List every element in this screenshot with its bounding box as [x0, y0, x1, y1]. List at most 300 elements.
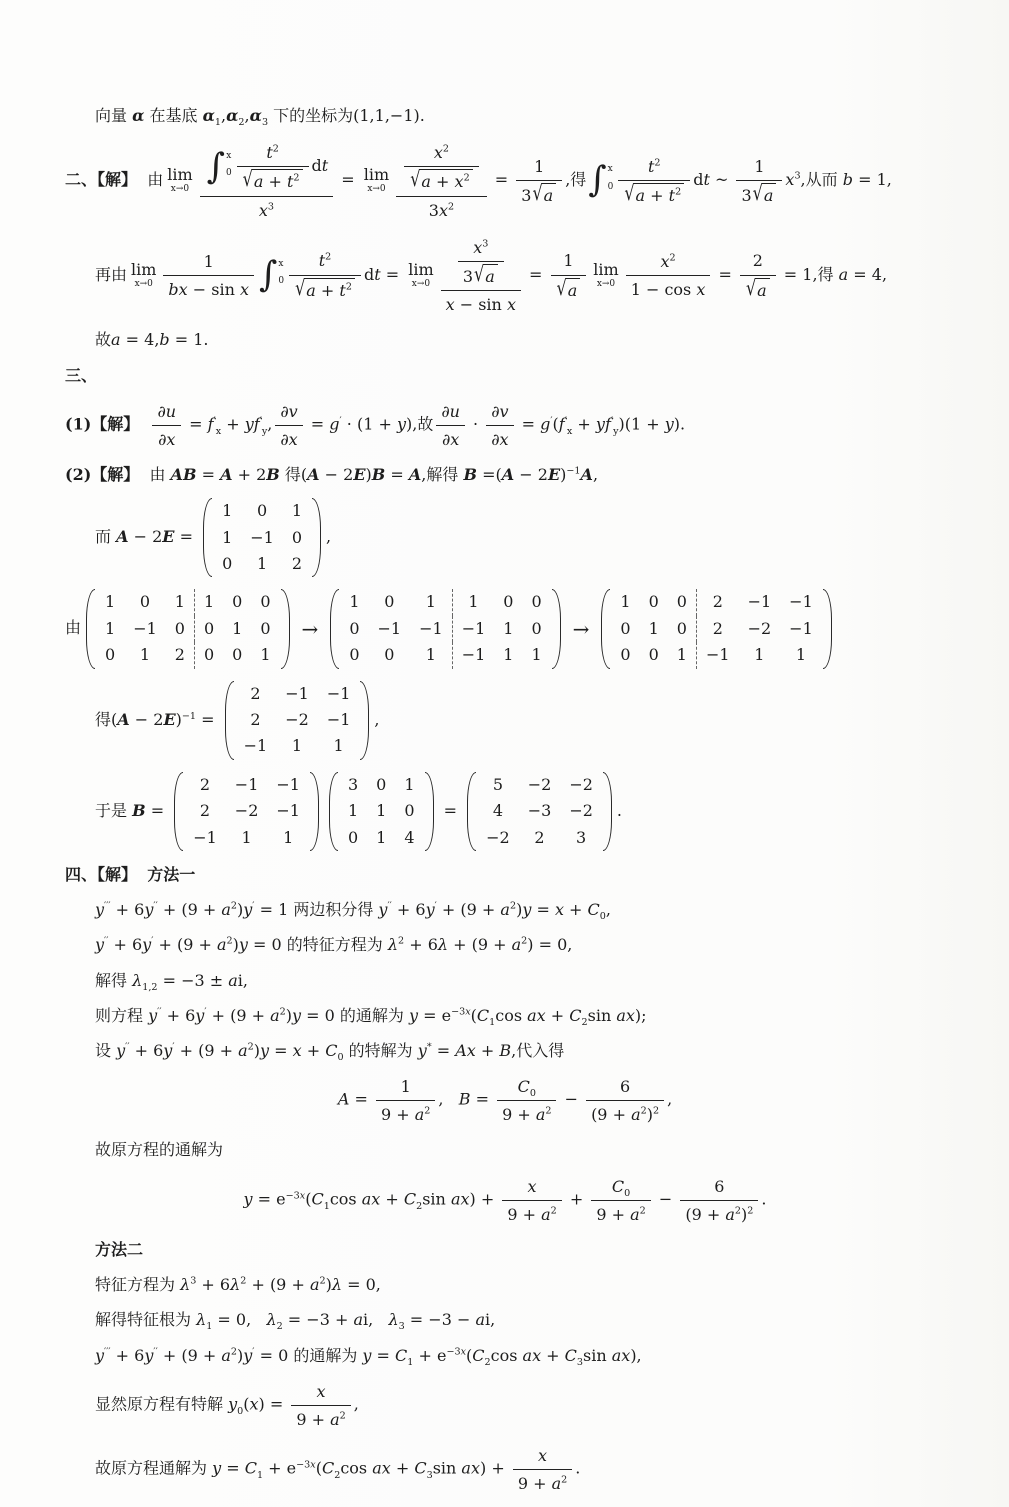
text-run: +	[430, 172, 455, 192]
text-run: = 0,	[212, 1310, 267, 1330]
text-run: ,	[353, 1394, 359, 1414]
matrix-cell: 1	[347, 801, 359, 821]
math-variable: a	[500, 900, 510, 920]
math-variable: t	[266, 143, 273, 163]
text-run: 由	[65, 618, 82, 638]
text-run: ).	[673, 414, 686, 434]
numerator	[680, 1174, 758, 1201]
math-variable: a	[763, 185, 774, 205]
math-variable: x	[454, 172, 464, 192]
text-run: +	[563, 900, 588, 920]
text-run: ,	[605, 900, 611, 920]
superscript: 2	[640, 1105, 647, 1117]
matrix-cell: −1	[696, 642, 739, 668]
text-run: sin	[583, 1345, 612, 1365]
text-run: )	[516, 900, 523, 920]
inverse-matrix-result	[95, 681, 985, 760]
matrix	[225, 681, 370, 760]
text-run: (	[315, 1458, 322, 1478]
arrow-icon: →	[301, 616, 319, 641]
numerator	[502, 1174, 561, 1201]
square-root	[295, 274, 355, 302]
text-run: =	[385, 465, 409, 485]
subscript: 0	[624, 1187, 631, 1199]
math-variable: b	[159, 330, 170, 350]
upper-limit: x	[607, 164, 613, 175]
text-run: −3	[285, 1189, 300, 1201]
text-run: +	[315, 280, 340, 300]
square-root	[752, 180, 777, 207]
right-paren-icon	[310, 772, 319, 851]
text-run: −	[653, 1189, 678, 1209]
text-run: =	[269, 1040, 293, 1060]
subscript: 3	[398, 1321, 405, 1333]
text-run: + 6	[110, 1345, 145, 1365]
matrix-cell: −1	[276, 801, 300, 821]
radicand	[755, 278, 770, 302]
text-run: cos	[490, 1345, 523, 1365]
text-run: 1	[534, 156, 545, 176]
superscript: 2	[247, 1041, 254, 1053]
fraction	[396, 139, 486, 222]
denominator	[289, 276, 361, 302]
matrix-grid	[96, 589, 280, 668]
math-variable: ∂x	[158, 429, 176, 449]
radicand	[762, 183, 777, 207]
method1-homogeneous-general-solution	[95, 1004, 985, 1027]
matrix-cell: 1	[291, 736, 303, 756]
subscript: 2	[238, 117, 245, 129]
fraction	[680, 1174, 758, 1226]
math-variable: x	[554, 900, 564, 920]
matrix-cell: −1	[452, 642, 495, 668]
matrix-cell: 2	[250, 683, 261, 703]
text-run: ,解得	[421, 465, 464, 485]
math-variable: b	[842, 169, 853, 189]
matrix-cell: 1	[425, 645, 436, 665]
bold-label: 二、【解】	[65, 169, 138, 189]
matrix-cell: 1	[648, 618, 659, 638]
superscript: 2	[279, 1006, 286, 1018]
problem2-solution-line1	[65, 139, 985, 222]
math-variable: a	[253, 172, 264, 192]
superscript: 2	[654, 157, 661, 169]
denominator	[680, 1201, 758, 1226]
superscript: ′	[172, 1041, 175, 1053]
right-paren-icon	[312, 498, 321, 577]
math-variable: ∂x	[491, 429, 509, 449]
math-variable: a	[330, 1409, 340, 1429]
right-paren-icon	[360, 681, 369, 760]
subscript: 0	[599, 911, 606, 923]
matrix-cell: 1	[222, 527, 233, 547]
denominator	[275, 426, 302, 451]
matrix-cell: −1	[789, 592, 813, 612]
text-run: + 6	[196, 1275, 231, 1295]
matrix-cell: 0	[620, 618, 631, 638]
denominator	[626, 276, 711, 301]
superscript: 2	[675, 186, 682, 198]
math-variable: a	[309, 1275, 320, 1295]
matrix-cell: 1	[425, 592, 436, 612]
matrix-cell: 0	[648, 592, 659, 612]
numerator	[740, 248, 776, 275]
superscript: ′′	[157, 1006, 162, 1018]
limit-word: lim	[363, 165, 390, 184]
text-run: =	[470, 1089, 495, 1109]
text-run: ,	[267, 414, 273, 434]
left-paren-icon	[330, 589, 339, 668]
fraction	[237, 140, 309, 193]
matrix-cell: 1	[620, 592, 631, 612]
matrix-cell: 1	[333, 736, 344, 756]
text-run: ) +	[469, 1189, 500, 1209]
radical-icon: √	[532, 180, 543, 206]
math-variable: a	[228, 970, 238, 990]
lower-limit: 0	[607, 181, 614, 192]
text-run: +	[475, 1040, 500, 1060]
math-variable: y	[144, 1345, 154, 1365]
math-variable: y	[522, 900, 532, 920]
matrix-cell: 0	[349, 645, 360, 665]
math-variable: λ	[180, 1275, 191, 1295]
matrix-cell: 3	[576, 827, 587, 847]
matrix-cell: 0	[256, 501, 268, 521]
math-variable: t	[339, 280, 346, 300]
text-run: =	[438, 800, 463, 820]
text-run: = 0,	[341, 1275, 381, 1295]
math-variable: y	[243, 900, 253, 920]
math-variable: ax	[372, 1458, 391, 1478]
math-variable: x	[785, 169, 795, 189]
square-root	[624, 180, 684, 207]
math-variable: C	[244, 1458, 257, 1478]
math-vector: E	[547, 465, 561, 485]
numerator	[591, 1174, 650, 1201]
fraction	[586, 1074, 664, 1126]
text-run: )	[232, 935, 239, 955]
superscript: ′	[550, 415, 553, 427]
matrix-cell: 2	[199, 774, 211, 794]
math-variable: t	[374, 264, 381, 284]
text-run: =	[431, 1040, 456, 1060]
math-vector: E	[163, 709, 176, 729]
vector-coordinates-line	[95, 104, 985, 127]
radical-icon: √	[745, 274, 757, 300]
matrix-cell: −1	[747, 592, 772, 612]
math-vector: α	[226, 106, 239, 125]
bold-label: 三、	[65, 365, 98, 385]
superscript: 2	[463, 173, 470, 185]
radical-icon: √	[556, 274, 567, 300]
numerator	[441, 234, 521, 291]
text-run: +	[301, 1040, 326, 1060]
math-variable: x	[433, 143, 443, 163]
text-run: )	[175, 709, 182, 729]
subscript: 1	[256, 1470, 264, 1481]
math-variable: y	[243, 1345, 253, 1365]
math-vector: A	[117, 709, 130, 729]
math-variable: x	[527, 1176, 537, 1196]
text-run: 9 +	[596, 1204, 631, 1224]
method2-characteristic-eq	[95, 1273, 985, 1296]
superscript: −1	[566, 465, 581, 477]
math-variable: C	[517, 1077, 530, 1097]
math-variable: y	[259, 1040, 270, 1060]
subscript: 1,2	[142, 981, 158, 993]
denominator	[516, 181, 562, 207]
math-vector: A	[116, 527, 129, 547]
numerator	[551, 248, 587, 275]
math-variable: ax	[461, 1458, 480, 1478]
text-run: ) = 0,	[527, 935, 573, 955]
text-run: ,	[592, 465, 599, 485]
matrix	[174, 772, 319, 851]
matrix-cell: 1	[194, 589, 223, 615]
text-run: (	[470, 1005, 477, 1025]
numerator	[163, 249, 254, 276]
math-vector: A	[307, 465, 320, 485]
matrix-cell: 1	[105, 592, 116, 612]
fraction	[513, 1443, 572, 1495]
text-run: + (9 +	[153, 935, 217, 955]
bold-label: 方法二	[95, 1240, 144, 1259]
matrix-cell: 4	[492, 801, 504, 821]
math-variable: y	[163, 1040, 173, 1060]
radicand	[419, 169, 472, 193]
math-variable: y	[238, 935, 248, 955]
superscript: ′	[564, 415, 567, 427]
math-variable: y	[95, 935, 105, 955]
math-variable: a	[630, 1204, 640, 1224]
text-run: ·	[467, 414, 484, 434]
subscript: 2	[484, 1356, 491, 1368]
text-run: )	[560, 465, 567, 485]
math-variable: f	[207, 414, 214, 434]
superscript: ′	[252, 900, 255, 912]
text-run: )	[740, 1204, 748, 1224]
problem3-part2-solution-line1	[65, 463, 985, 486]
text-run: sin	[432, 1458, 462, 1478]
matrix-cell: 1	[452, 589, 495, 615]
numerator	[486, 399, 513, 426]
matrix-cell: 1	[105, 618, 116, 638]
math-variable: λ	[230, 1275, 241, 1295]
text-run: )	[285, 1005, 292, 1025]
integral	[259, 253, 285, 295]
text-run: 2	[752, 251, 763, 271]
math-variable: yf	[244, 414, 260, 434]
radical-icon: √	[410, 166, 421, 192]
math-variable: C	[569, 1005, 582, 1025]
math-variable: t	[647, 156, 655, 176]
fraction	[152, 399, 181, 451]
superscript: 2	[345, 281, 352, 293]
text-run: ,	[667, 1089, 673, 1109]
subscript: y	[261, 425, 268, 437]
matrix-cell: −2	[285, 709, 309, 729]
text-run: =	[305, 414, 330, 434]
math-variable: ax	[527, 1005, 546, 1025]
math-variable: ax	[450, 1189, 470, 1209]
math-variable: t	[286, 172, 294, 192]
superscript: 2	[669, 252, 676, 264]
text-run: ,从而	[800, 169, 843, 189]
numerator	[289, 248, 361, 275]
superscript	[296, 1459, 316, 1470]
math-variable: y	[425, 900, 435, 920]
matrix-cell: 1	[139, 645, 151, 665]
matrix-cell: 0	[376, 774, 387, 794]
text-run: + 6	[391, 900, 426, 920]
text-run: =	[196, 465, 221, 485]
gauss-elimination-row	[65, 589, 985, 668]
square-root	[556, 274, 581, 302]
superscript: *	[426, 1041, 432, 1053]
text-run: = −3 −	[404, 1310, 476, 1330]
denominator	[237, 167, 309, 193]
text-run: .	[575, 1458, 581, 1478]
text-run: 9 +	[296, 1409, 331, 1429]
text-run: )	[237, 900, 244, 920]
text-run: 9 +	[502, 1105, 536, 1125]
denominator	[591, 1201, 650, 1226]
math-vector: α	[132, 106, 145, 125]
text-run: 得(	[279, 465, 308, 485]
matrix-cell: 0	[174, 618, 185, 638]
text-run: 1	[563, 251, 574, 271]
matrix-cell: −1	[377, 618, 402, 638]
matrix-cell: 1	[222, 501, 233, 521]
text-run: =	[531, 900, 555, 920]
square-root	[532, 180, 556, 207]
left-paren-icon	[225, 681, 234, 760]
fraction	[516, 154, 562, 207]
text-run: 3	[428, 200, 439, 220]
matrix-cell: −2	[234, 801, 259, 821]
math-variable: a	[541, 1204, 551, 1224]
matrix-cell: 0	[232, 645, 243, 665]
math-variable: a	[535, 1105, 546, 1125]
matrix-cell: 0	[384, 645, 395, 665]
text-run: · (1 +	[341, 414, 397, 434]
superscript: 2	[550, 1205, 557, 1217]
math-variable: y	[664, 414, 674, 434]
problem3-heading	[65, 364, 985, 387]
math-variable: a	[838, 264, 849, 284]
subscript: 0	[529, 1088, 536, 1100]
superscript: ′′′	[104, 900, 111, 912]
math-variable: t	[321, 156, 329, 176]
superscript: ′′	[387, 900, 392, 912]
left-paren-icon	[174, 772, 183, 851]
limit	[131, 259, 157, 289]
math-variable: f	[558, 414, 565, 434]
math-variable: C	[325, 1040, 338, 1060]
text-run: )	[646, 1105, 653, 1125]
lower-limit: 0	[225, 168, 232, 179]
matrix-cell: 1	[503, 645, 514, 665]
lower-limit: 0	[278, 276, 285, 287]
text-run: 1	[203, 251, 214, 271]
matrix-grid	[184, 772, 309, 851]
math-variable: y	[95, 1345, 105, 1365]
math-variable: C	[321, 1458, 335, 1478]
math-variable: a	[551, 1474, 562, 1494]
text-run: d	[693, 169, 704, 189]
problem2-solution-line2	[95, 234, 985, 317]
math-variable: a	[306, 280, 316, 300]
text-run: i,	[363, 1310, 389, 1330]
subscript: 0	[237, 1405, 244, 1417]
matrix-cell: −2	[486, 827, 510, 847]
math-variable: a	[421, 172, 431, 192]
math-variable: y	[142, 935, 152, 955]
bold-label: (1)【解】	[65, 414, 140, 434]
text-run: ,	[374, 709, 380, 729]
integral	[588, 159, 614, 201]
math-variable: C	[476, 1005, 490, 1025]
math-variable: a	[631, 1105, 641, 1125]
text-run: )	[253, 1040, 260, 1060]
math-variable: a	[221, 900, 231, 920]
text-run: =	[145, 800, 170, 820]
math-variable: ax	[616, 1005, 635, 1025]
matrix	[203, 498, 321, 577]
matrix-cell: −1	[193, 827, 217, 847]
text-run: = 4,	[848, 264, 888, 284]
text-run: i,	[237, 970, 248, 990]
fraction	[200, 139, 334, 222]
superscript: 2	[639, 1205, 646, 1217]
math-variable: ∂x	[442, 429, 460, 449]
superscript: 2	[230, 1346, 237, 1358]
text-run: 1	[400, 1077, 411, 1097]
math-variable: B	[458, 1089, 471, 1109]
math-variable: y	[144, 900, 154, 920]
math-variable: y	[396, 414, 407, 434]
text-run: − 2	[128, 527, 163, 547]
denominator	[441, 291, 521, 316]
superscript: ′	[252, 1346, 255, 1358]
math-variable: a	[485, 266, 495, 286]
text-run: 由	[137, 169, 164, 189]
math-variable: y	[212, 1458, 222, 1478]
matrix-cell: −1	[276, 774, 300, 794]
text-run: −	[559, 1089, 584, 1109]
text-run: = e	[252, 1189, 286, 1209]
text-run: =(	[477, 465, 502, 485]
math-variable: a	[475, 1310, 486, 1330]
left-paren-icon	[329, 772, 338, 851]
text-run: =	[196, 709, 220, 729]
matrix-cell: 2	[534, 827, 545, 847]
method2-homogeneous-general-solution	[95, 1344, 985, 1367]
method1-general-solution	[95, 1174, 915, 1226]
subscript: 1	[407, 1356, 414, 1368]
method1-integrate-line	[95, 898, 985, 921]
superscript	[451, 1006, 471, 1017]
denominator	[736, 181, 782, 207]
superscript: ′	[204, 1006, 207, 1018]
limit-subscript: x→0	[134, 278, 153, 289]
text-run: = 0 的特征方程为	[247, 935, 388, 955]
matrix-cell: 0	[503, 592, 514, 612]
text-run: 9 +	[380, 1105, 415, 1125]
matrix-cell: 0	[260, 592, 271, 612]
text-run: + (9 +	[157, 900, 222, 920]
text-run: ,代入得	[511, 1040, 565, 1060]
